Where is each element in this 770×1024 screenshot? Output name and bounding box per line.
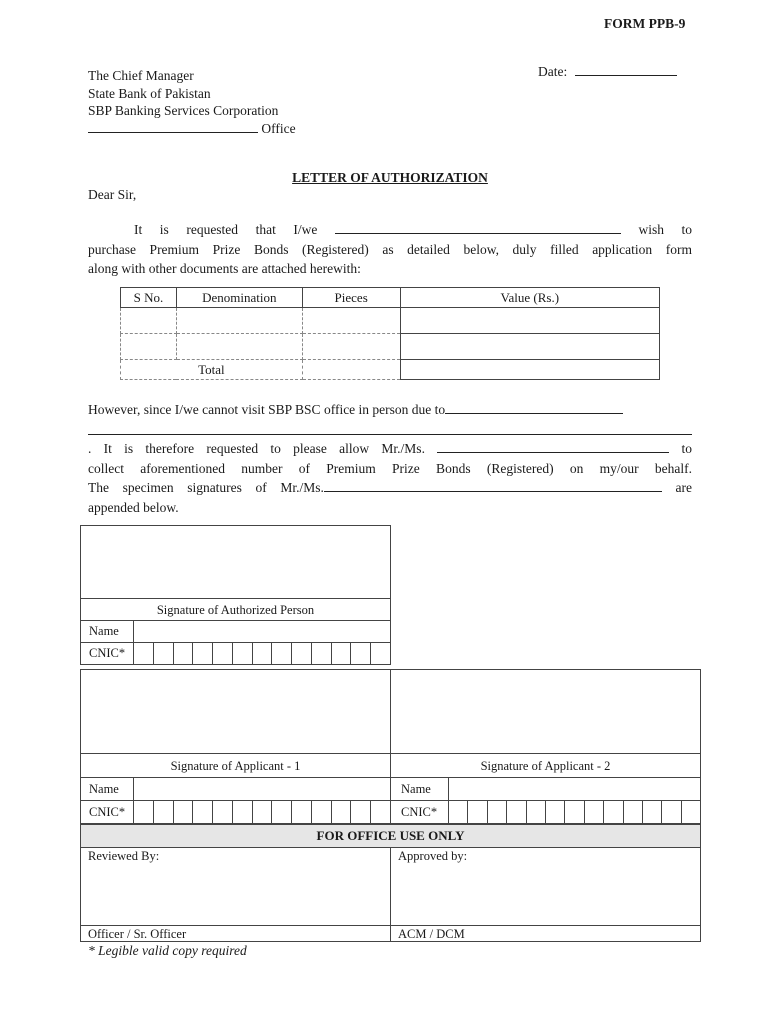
cnic-digit-box[interactable] bbox=[133, 801, 153, 824]
approved-by-area[interactable] bbox=[391, 847, 700, 925]
reason-blank[interactable] bbox=[445, 401, 623, 414]
cnic-digit-box[interactable] bbox=[545, 801, 564, 824]
table-row bbox=[121, 308, 660, 334]
cnic-digit-box[interactable] bbox=[681, 801, 700, 824]
cnic-digit-box[interactable] bbox=[467, 801, 486, 824]
addressee-line3: SBP Banking Services Corporation bbox=[88, 103, 279, 118]
salutation: Dear Sir, bbox=[88, 187, 137, 202]
cnic-digit-box[interactable] bbox=[192, 643, 212, 665]
authorized-signature-label: Signature of Authorized Person bbox=[81, 598, 390, 621]
approved-by-label: Approved by: bbox=[398, 849, 468, 863]
cnic-digit-box[interactable] bbox=[370, 643, 390, 665]
request-text-start: It is requested that I/we bbox=[134, 222, 318, 237]
addressee-line1: The Chief Manager bbox=[88, 68, 194, 83]
cnic-digit-box[interactable] bbox=[291, 801, 311, 824]
authorized-cnic-label: CNIC* bbox=[89, 646, 126, 660]
cnic-digit-box[interactable] bbox=[311, 643, 331, 665]
form-code: FORM PPB-9 bbox=[604, 16, 686, 31]
date-field[interactable] bbox=[538, 63, 677, 80]
header-sno: S No. bbox=[121, 288, 177, 308]
reason-line1 bbox=[88, 400, 692, 420]
specimen-line bbox=[88, 478, 692, 498]
cnic-digit-box[interactable] bbox=[350, 643, 370, 665]
authorized-signature-area[interactable] bbox=[81, 526, 390, 598]
header-value: Value (Rs.) bbox=[400, 288, 659, 308]
specimen-text: The specimen signatures of Mr./Ms. bbox=[88, 480, 324, 495]
cnic-digit-box[interactable] bbox=[291, 643, 311, 665]
cnic-digit-box[interactable] bbox=[271, 801, 291, 824]
officer-label: Officer / Sr. Officer bbox=[88, 927, 187, 941]
cnic-digit-box[interactable] bbox=[370, 801, 390, 824]
cnic-digit-box[interactable] bbox=[526, 801, 545, 824]
cnic-digit-box[interactable] bbox=[584, 801, 603, 824]
cnic-digit-box[interactable] bbox=[331, 801, 351, 824]
applicant2-name-input[interactable] bbox=[448, 778, 701, 801]
acm-dcm-label: ACM / DCM bbox=[398, 927, 465, 941]
allow-text: . It is therefore requested to please allow Mr./Ms. bbox=[88, 441, 425, 456]
applicants-name-row bbox=[81, 777, 700, 801]
applicant2-signature-label: Signature of Applicant - 2 bbox=[480, 759, 611, 773]
office-use-heading: FOR OFFICE USE ONLY bbox=[81, 825, 700, 848]
cnic-digit-box[interactable] bbox=[603, 801, 622, 824]
specimen-are: are bbox=[675, 480, 692, 495]
request-paragraph bbox=[88, 220, 692, 279]
allow-to: to bbox=[681, 441, 693, 456]
cnic-digit-box[interactable] bbox=[173, 643, 193, 665]
cnic-digit-box[interactable] bbox=[331, 643, 351, 665]
total-label: Total bbox=[121, 360, 303, 380]
cnic-digit-box[interactable] bbox=[506, 801, 525, 824]
office-roles-row bbox=[81, 925, 700, 942]
addressee-block bbox=[88, 67, 296, 137]
authorized-name-input[interactable] bbox=[133, 621, 391, 643]
cnic-digit-box[interactable] bbox=[133, 643, 153, 665]
applicants-signature-block bbox=[80, 669, 701, 824]
cnic-digit-box[interactable] bbox=[661, 801, 680, 824]
applicant-name-blank[interactable] bbox=[335, 221, 621, 234]
total-row bbox=[121, 360, 660, 380]
bond-table bbox=[120, 287, 660, 380]
row2-pieces-cell[interactable] bbox=[302, 334, 400, 360]
request-line3: along with other documents are attached herewith: bbox=[88, 261, 361, 276]
appended-line: appended below. bbox=[88, 499, 179, 515]
authorized-cnic-row bbox=[81, 642, 390, 665]
row2-denomination-cell[interactable] bbox=[176, 334, 302, 360]
applicant2-cnic-label: CNIC* bbox=[401, 805, 438, 819]
cnic-digit-box[interactable] bbox=[564, 801, 583, 824]
applicant2-signature-area[interactable] bbox=[391, 670, 700, 753]
collect-line: collect aforementioned number of Premium Prize Bonds (Registered) on my/our behalf. bbox=[88, 460, 692, 476]
applicant1-name-input[interactable] bbox=[133, 778, 391, 801]
office-suffix: Office bbox=[261, 120, 296, 136]
reason-line2 bbox=[88, 420, 692, 440]
cnic-digit-box[interactable] bbox=[350, 801, 370, 824]
total-pieces-cell[interactable] bbox=[302, 360, 400, 380]
table-header-row bbox=[121, 288, 660, 308]
authorized-signature-block bbox=[80, 525, 391, 665]
request-line1 bbox=[88, 220, 692, 240]
applicant2-name-label: Name bbox=[401, 782, 431, 796]
office-blank[interactable] bbox=[88, 120, 258, 133]
cnic-digit-box[interactable] bbox=[448, 801, 467, 824]
cnic-digit-box[interactable] bbox=[153, 643, 173, 665]
request-text-wish: wish to bbox=[638, 222, 692, 237]
applicant1-name-label: Name bbox=[89, 782, 119, 796]
cnic-digit-box[interactable] bbox=[311, 801, 331, 824]
applicant1-signature-label: Signature of Applicant - 1 bbox=[170, 759, 301, 773]
reason-blank-line2[interactable] bbox=[88, 420, 692, 435]
request-line2: purchase Premium Prize Bonds (Registered) as detailed below, duly filled application form bbox=[88, 241, 692, 257]
authorized-person-blank[interactable] bbox=[437, 440, 669, 453]
cnic-digit-box[interactable] bbox=[232, 801, 252, 824]
row1-denomination-cell[interactable] bbox=[176, 308, 302, 334]
cnic-digit-box[interactable] bbox=[487, 801, 506, 824]
authorized-cnic-boxes[interactable] bbox=[133, 643, 390, 665]
reason-text: However, since I/we cannot visit SBP BSC office in person due to bbox=[88, 402, 446, 417]
authorized-name-label: Name bbox=[89, 624, 119, 638]
addressee-line2: State Bank of Pakistan bbox=[88, 85, 211, 101]
cnic-digit-box[interactable] bbox=[212, 643, 232, 665]
footnote: * Legible valid copy required bbox=[88, 943, 247, 958]
row1-value-cell[interactable] bbox=[400, 308, 659, 334]
row1-pieces-cell[interactable] bbox=[302, 308, 400, 334]
header-denomination: Denomination bbox=[176, 288, 302, 308]
applicant1-cnic-boxes[interactable] bbox=[133, 801, 390, 824]
row1-sno-cell[interactable] bbox=[121, 308, 177, 334]
specimen-name-blank[interactable] bbox=[324, 479, 662, 492]
cnic-digit-box[interactable] bbox=[252, 801, 272, 824]
date-blank[interactable] bbox=[575, 63, 677, 76]
reviewed-by-label: Reviewed By: bbox=[88, 849, 160, 863]
applicants-label-row bbox=[81, 753, 700, 778]
applicant2-cnic-boxes[interactable] bbox=[448, 801, 700, 824]
header-pieces: Pieces bbox=[302, 288, 400, 308]
total-value-cell[interactable] bbox=[400, 360, 659, 380]
row2-value-cell[interactable] bbox=[400, 334, 659, 360]
addressee-office-line bbox=[88, 120, 296, 138]
cnic-digit-box[interactable] bbox=[173, 801, 193, 824]
cnic-digit-box[interactable] bbox=[153, 801, 173, 824]
applicant1-signature-area[interactable] bbox=[81, 670, 390, 753]
table-row bbox=[121, 334, 660, 360]
cnic-digit-box[interactable] bbox=[232, 643, 252, 665]
office-use-block bbox=[80, 824, 701, 942]
applicants-cnic-row bbox=[81, 800, 700, 824]
applicant1-cnic-label: CNIC* bbox=[89, 805, 126, 819]
cnic-digit-box[interactable] bbox=[252, 643, 272, 665]
allow-line bbox=[88, 439, 692, 459]
cnic-digit-box[interactable] bbox=[623, 801, 642, 824]
letter-title: LETTER OF AUTHORIZATION bbox=[292, 170, 488, 185]
authorization-paragraph bbox=[88, 400, 692, 517]
reviewed-by-area[interactable] bbox=[81, 847, 390, 925]
cnic-digit-box[interactable] bbox=[642, 801, 661, 824]
cnic-digit-box[interactable] bbox=[212, 801, 232, 824]
date-label: Date: bbox=[538, 64, 568, 79]
cnic-digit-box[interactable] bbox=[192, 801, 212, 824]
cnic-digit-box[interactable] bbox=[271, 643, 291, 665]
authorized-name-row bbox=[81, 620, 390, 643]
row2-sno-cell[interactable] bbox=[121, 334, 177, 360]
